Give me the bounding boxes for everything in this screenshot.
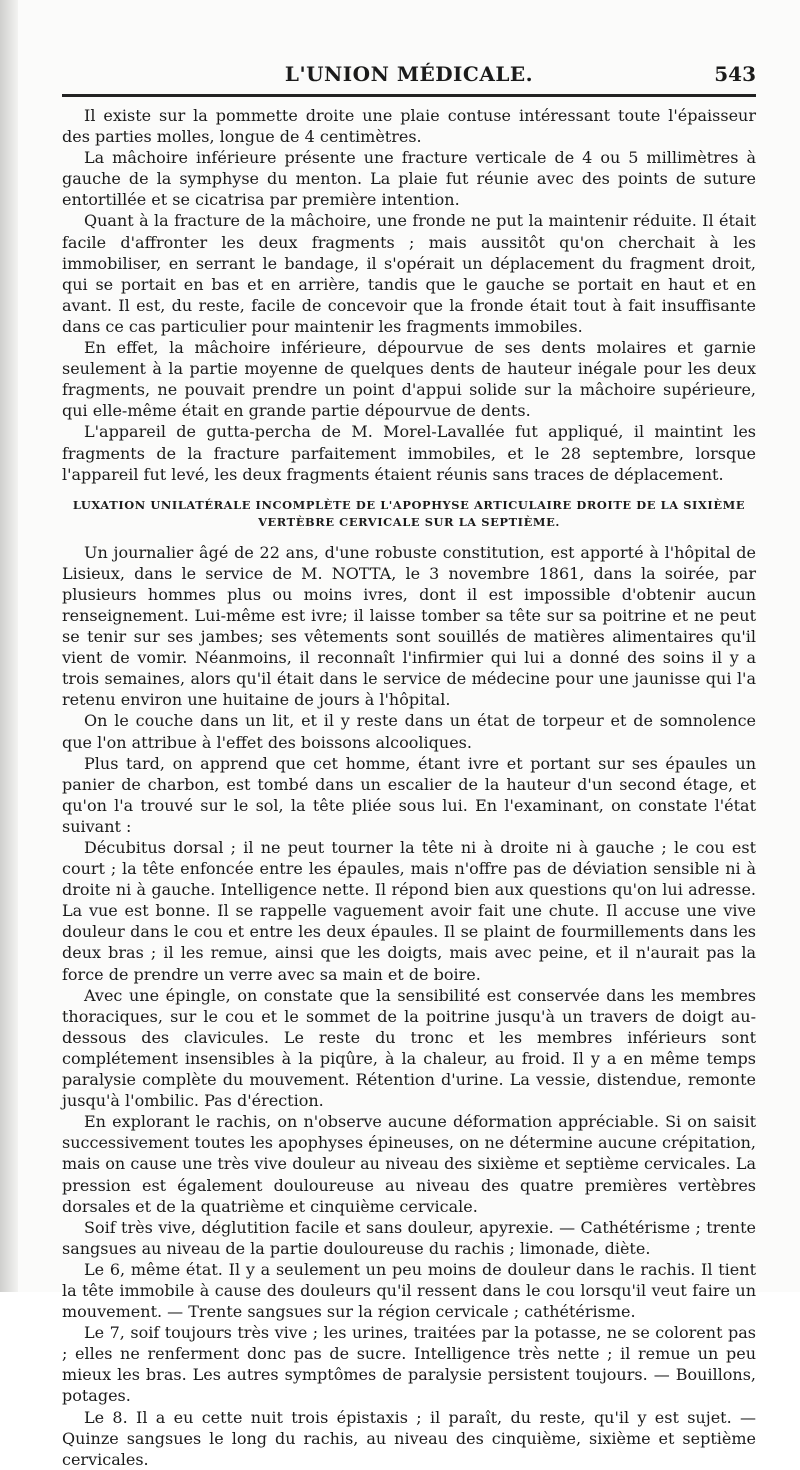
page-header [62,62,756,97]
paragraph: Le 7, soif toujours très vive ; les urines, traitées par la potasse, ne se colorent pas ; elles ne renferment donc pas de sucre. Intelligence très nette ; il remue un peu mieux les bras. Les autres symptômes de paralysie persistent toujours. — Bouillons, potages. [62,1323,756,1406]
paragraph: Le 6, même état. Il y a seulement un peu moins de douleur dans le rachis. Il tient la tête immobile à cause des douleurs qu'il ressent dans le cou lorsqu'il veut faire un mouvement. — Trente sangsues sur la région cervicale ; cathétérisme. [62,1259,756,1322]
paragraph: Plus tard, on apprend que cet homme, étant ivre et portant sur ses épaules un panier de charbon, est tombé dans un escalier de la hauteur d'un second étage, et qu'on l'a trouvé sur le sol, la tête pliée sous lui. En l'examinant, on constate l'état suivant : [62,753,756,836]
running-title: L'UNION MÉDICALE. [284,62,534,86]
paragraph: Un journalier âgé de 22 ans, d'une robuste constitution, est apporté à l'hôpital de Lisieux, dans le service de M. NOTTA, le 3 novembre 1861, dans la soirée, par plusieurs hommes plus ou moins ivres, dont il est impossible d'obtenir aucun renseignement. Lui-même est ivre; il laisse tomber sa tête sur sa poitrine et ne peut se tenir sur ses jambes; ses vêtements sont souillés de matières alimentaires qu'il vient de vomir. Néanmoins, il reconnaît l'infirmier qui lui a donné des soins il y a trois semaines, alors qu'il était dans le service de médecine pour une jaunisse qui l'a retenu environ une huitaine de jours à l'hôpital. [62,542,756,710]
paragraph: Quant à la fracture de la mâchoire, une fronde ne put la maintenir réduite. Il était facile d'affronter les deux fragments ; mais aussitôt qu'on cherchait à les immobiliser, en serrant le bandage, il s'opérait un déplacement du fragment droit, qui se portait en bas et en arrière, tandis que le gauche se portait en haut et en avant. Il est, du reste, facile de concevoir que la fronde était tout à fait insuffisante dans ce cas particulier pour maintenir les fragments immobiles. [62,211,756,336]
paragraph: Il existe sur la pommette droite une plaie contuse intéressant toute l'épaisseur des parties molles, longue de 4 centimètres. [62,106,756,147]
section-heading [62,497,756,531]
paragraph: Le 8. Il a eu cette nuit trois épistaxis ; il paraît, du reste, qu'il y est sujet. — Quinze sangsues le long du rachis, au niveau des cinquième, sixième et septième cervicales. [62,1407,756,1469]
paragraph: L'appareil de gutta-percha de M. Morel-Lavallée fut appliqué, il maintint les fragments de la fracture parfaitement immobiles, et le 28 septembre, lorsque l'appareil fut levé, les deux fragments étaient réunis sans traces de déplacement. [62,422,756,484]
paragraph: En explorant le rachis, on n'observe aucune déformation appréciable. Si on saisit successivement toutes les apophyses épineuses, on ne détermine aucune crépitation, mais on cause une très vive douleur au niveau des sixième et septième cervicales. La pression est également douloureuse au niveau des quatre premières vertèbres dorsales et de la quatrième et cinquième cervicale. [62,1112,756,1216]
paragraph: On le couche dans un lit, et il y reste dans un état de torpeur et de somnolence que l'on attribue à l'effet des boissons alcooliques. [62,711,756,752]
section-heading-line: VERTÈBRE CERVICALE SUR LA SEPTIÈME. [258,514,560,529]
paragraph: Soif très vive, déglutition facile et sans douleur, apyrexie. — Cathétérisme ; trente sangsues au niveau de la partie douloureuse du rachis ; limonade, diète. [62,1217,756,1258]
paragraph: En effet, la mâchoire inférieure, dépourvue de ses dents molaires et garnie seulement à la partie moyenne de quelques dents de hauteur inégale pour les deux fragments, ne pouvait prendre un point d'appui solide sur la mâchoire supérieure, qui elle-même était en grande partie dépourvue de dents. [62,338,756,421]
article-body [62,105,756,1470]
page-content [62,62,756,1470]
paragraph: Avec une épingle, on constate que la sensibilité est conservée dans les membres thoraciques, sur le cou et le sommet de la poitrine jusqu'à un travers de doigt au-dessous des clavicules. Le reste du tronc et les membres inférieurs sont complétement insensibles à la piqûre, à la chaleur, au froid. Il y a en même temps paralysie complète du mouvement. Rétention d'urine. La vessie, distendue, remonte jusqu'à l'ombilic. Pas d'érection. [62,985,756,1111]
paragraph: La mâchoire inférieure présente une fracture verticale de 4 ou 5 millimètres à gauche de la symphyse du menton. La plaie fut réunie avec des points de suture entortillée et se cicatrisa par première intention. [62,148,756,210]
page-number: 543 [714,62,756,86]
page-edge-shadow [0,0,18,1292]
section-heading-line: LUXATION UNILATÉRALE INCOMPLÈTE DE L'APOPHYSE ARTICULAIRE DROITE DE LA SIXIÈME [72,497,746,512]
paragraph: Décubitus dorsal ; il ne peut tourner la tête ni à droite ni à gauche ; le cou est court ; la tête enfoncée entre les épaules, mais n'offre pas de déviation sensible ni à droite ni à gauche. Intelligence nette. Il répond bien aux questions qu'on lui adresse. La vue est bonne. Il se rappelle vaguement avoir fait une chute. Il accuse une vive douleur dans le cou et entre les deux épaules. Il se plaint de fourmillements dans les deux bras ; il les remue, ainsi que les doigts, mais avec peine, et il n'aurait pas la force de prendre un verre avec sa main et de boire. [62,838,756,984]
